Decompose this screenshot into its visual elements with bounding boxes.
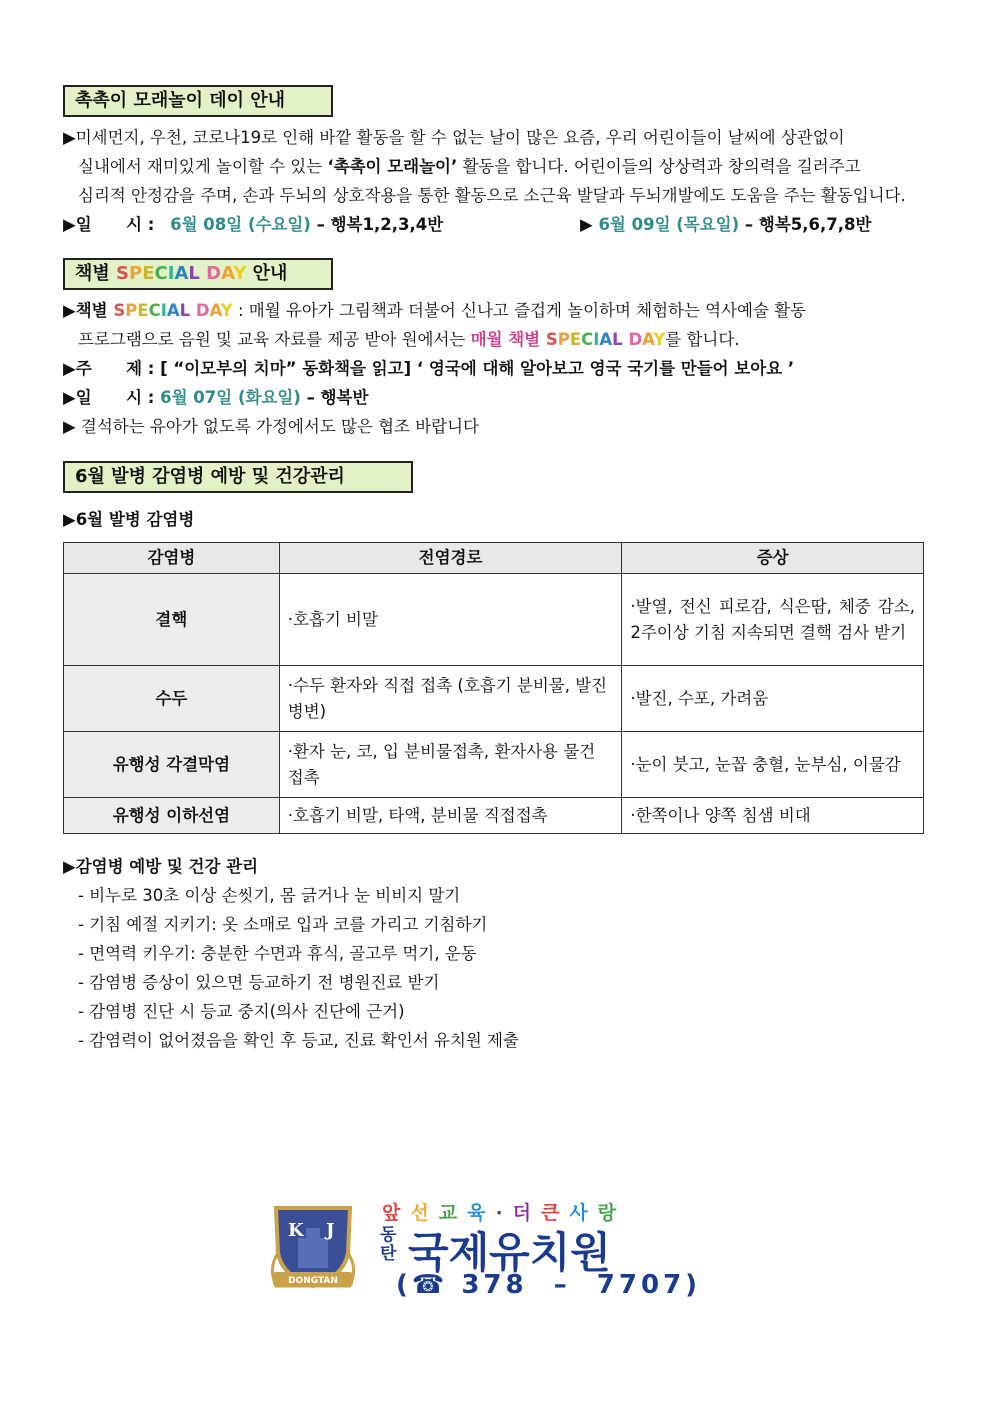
sand-class-2: – 행복5,6,7,8반 <box>744 215 872 234</box>
table-row <box>64 666 924 732</box>
special-letter: E <box>569 330 582 349</box>
header-route: 전염경로 <box>279 543 622 574</box>
prevention-item: - 감염력이 없어졌음을 확인 후 등교, 진료 확인서 유치원 제출 <box>78 1031 519 1050</box>
book-theme: ▶주 제 : [ “이모부의 치마” 동화책을 읽고] ‘ 영국에 대해 알아보고 영국 국기를 만들어 보아요 ’ <box>63 359 795 378</box>
book-desc-2b: 매월 책별 <box>470 330 546 349</box>
disease-symptom: ·발열, 전신 피로감, 식은땀, 체중 감소, 2주이상 기침 지속되면 결핵 검사 받기 <box>622 574 924 666</box>
special-letter: S <box>116 263 130 284</box>
special-letter: L <box>612 330 623 349</box>
book-note: ▶ 결석하는 유아가 없도록 가정에서도 많은 협조 바랍니다 <box>63 417 480 436</box>
sand-date-row-2 <box>580 214 871 236</box>
disease-route: ·수두 환자와 직접 접촉 (호흡기 분비물, 발진병변) <box>279 666 622 732</box>
disease-subtitle: ▶6월 발병 감염병 <box>63 510 195 529</box>
slogan-letter: 더 <box>512 1202 542 1224</box>
special-letter: E <box>137 301 149 320</box>
emblem-icon <box>268 1198 358 1293</box>
book-date-label: ▶일 시 : <box>63 388 155 407</box>
special-day-word <box>546 330 665 349</box>
book-desc-2a: 프로그램으로 음원 및 교육 자료를 제공 받아 원에서는 <box>78 330 471 349</box>
slogan-letter: 육 <box>467 1202 496 1224</box>
sand-play-name: ‘촉촉이 모래놀이’ <box>327 157 458 176</box>
sand-arrow-2: ▶ <box>580 215 593 234</box>
table-row <box>64 574 924 666</box>
book-desc-2c: 를 합니다. <box>665 330 740 349</box>
disease-title: 6월 발병 감염병 예방 및 건강관리 <box>63 461 413 493</box>
sand-desc-2 <box>78 156 861 178</box>
table-row <box>64 798 924 834</box>
special-letter: Y <box>653 330 666 349</box>
sand-desc-3: 심리적 안정감을 주며, 손과 두뇌의 상호작용을 통한 활동으로 소근육 발달과 두뇌개발에도 도움을 주는 활동입니다. <box>78 186 906 205</box>
special-letter: Y <box>220 301 233 320</box>
book-desc-1a: ▶책별 <box>63 301 114 320</box>
slogan-letter: · <box>495 1202 513 1224</box>
prevention-item: - 면역력 키우기: 충분한 수면과 휴식, 골고루 먹기, 운동 <box>78 944 477 963</box>
logo-name: 국제유치원 <box>408 1228 611 1277</box>
disease-symptom: ·한쪽이나 양쪽 침샘 비대 <box>622 798 924 834</box>
table-row <box>64 732 924 798</box>
special-letter: A <box>642 330 654 349</box>
prevention-title: ▶감염병 예방 및 건강 관리 <box>63 857 259 876</box>
prevention-item: - 비누로 30초 이상 손씻기, 몸 긁거나 눈 비비지 말기 <box>78 886 461 905</box>
special-letter: I <box>593 330 600 349</box>
special-letter: P <box>129 263 143 284</box>
disease-route: ·호흡기 비말, 타액, 분비물 직접접촉 <box>279 798 622 834</box>
special-letter: P <box>557 330 570 349</box>
kindergarten-logo <box>268 1198 702 1308</box>
emblem-letter-k: K <box>288 1220 304 1241</box>
book-title-b: 안내 <box>252 263 288 284</box>
special-letter: I <box>167 263 175 284</box>
special-letter: A <box>166 301 180 320</box>
disease-symptom: ·발진, 수포, 가려움 <box>622 666 924 732</box>
special-day-word <box>113 301 232 320</box>
disease-route: ·호흡기 비말 <box>279 574 622 666</box>
sand-desc-2a: 실내에서 재미있게 놀이할 수 있는 <box>78 157 328 176</box>
slogan-letter: 사 <box>569 1202 598 1224</box>
sand-class-1: – 행복1,2,3,4반 <box>316 215 444 234</box>
emblem-banner: DONGTAN <box>288 1276 338 1286</box>
prevention-item: - 기침 예절 지키기: 옷 소매로 입과 코를 가리고 기침하기 <box>78 915 488 934</box>
disease-name: 결핵 <box>64 574 280 666</box>
book-date: 6월 07일 (화요일) <box>160 388 301 407</box>
special-letter: C <box>148 301 161 320</box>
sand-date-1: 6월 08일 (수요일) <box>170 215 311 234</box>
sand-date-2: 6월 09일 (목요일) <box>598 215 740 234</box>
special-letter: S <box>545 330 558 349</box>
logo-region <box>380 1226 400 1264</box>
special-day-word <box>116 263 246 284</box>
special-letter: A <box>209 301 221 320</box>
header-symptom: 증상 <box>622 543 924 574</box>
special-letter: A <box>599 330 613 349</box>
disease-symptom: ·눈이 붓고, 눈꼽 충혈, 눈부심, 이물감 <box>622 732 924 798</box>
sand-desc-2c: 활동을 합니다. 어린이들의 상상력과 창의력을 길러주고 <box>457 157 861 176</box>
logo-phone: (☎ 378 – 7707) <box>396 1270 702 1300</box>
sand-desc-1: ▶미세먼지, 우천, 코로나19로 인해 바깥 활동을 할 수 없는 날이 많은 요즘, 우리 어린이들이 날씨에 상관없이 <box>63 128 845 147</box>
special-letter: P <box>125 301 138 320</box>
logo-region-top: 동 <box>380 1225 397 1245</box>
slogan-letter: 큰 <box>541 1202 570 1224</box>
special-letter: L <box>179 301 191 320</box>
disease-route: ·환자 눈, 코, 입 분비물접촉, 환자사용 물건 접촉 <box>279 732 622 798</box>
special-letter: D <box>195 301 210 320</box>
special-letter: D <box>206 263 222 284</box>
slogan-letter: 선 <box>410 1202 439 1224</box>
disease-table <box>63 542 924 834</box>
book-title-a: 책별 <box>75 263 117 284</box>
special-letter: I <box>160 301 167 320</box>
book-date-row <box>63 387 368 409</box>
prevention-item: - 감염병 진단 시 등교 중지(의사 진단에 근거) <box>78 1002 405 1021</box>
special-letter: L <box>188 263 200 284</box>
special-letter: D <box>628 330 643 349</box>
sand-date-row <box>63 214 443 236</box>
header-disease: 감염병 <box>64 543 280 574</box>
slogan-letter: 랑 <box>597 1202 627 1224</box>
book-desc-1 <box>63 300 806 322</box>
slogan-letter: 앞 <box>382 1202 411 1224</box>
book-special-title <box>63 258 333 290</box>
prevention-item: - 감염병 증상이 있으면 등교하기 전 병원진료 받기 <box>78 973 440 992</box>
disease-name: 유행성 각결막염 <box>64 732 280 798</box>
table-header-row <box>64 543 924 574</box>
special-letter: A <box>174 263 189 284</box>
logo-region-bottom: 탄 <box>380 1244 397 1264</box>
book-desc-1b: : 매월 유아가 그림책과 더불어 신나고 즐겁게 놀이하며 체험하는 역사예술 활동 <box>232 301 807 320</box>
special-letter: E <box>142 263 155 284</box>
special-letter: C <box>581 330 594 349</box>
book-class: – 행복반 <box>306 388 369 407</box>
special-letter: S <box>113 301 126 320</box>
slogan-letter: 교 <box>438 1202 468 1224</box>
sand-date-label: ▶일 시 : <box>63 215 155 234</box>
emblem-letter-j: J <box>326 1220 335 1241</box>
disease-name: 수두 <box>64 666 280 732</box>
sand-play-title: 촉촉이 모래놀이 데이 안내 <box>63 85 333 117</box>
disease-name: 유행성 이하선염 <box>64 798 280 834</box>
book-desc-2 <box>78 329 740 351</box>
special-letter: A <box>221 263 234 284</box>
special-letter: Y <box>233 263 247 284</box>
special-letter: C <box>154 263 168 284</box>
